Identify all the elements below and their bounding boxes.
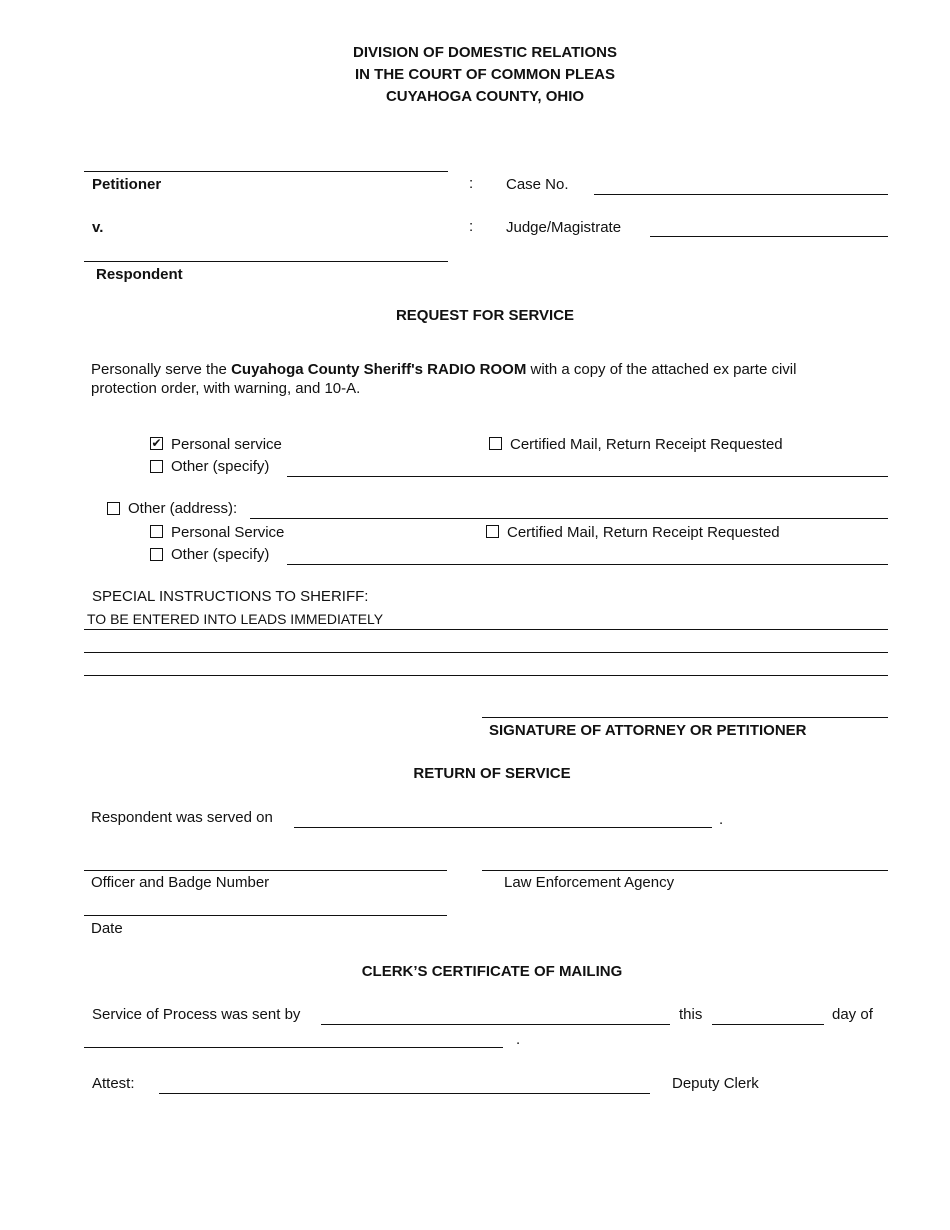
- petitioner-label: Petitioner: [92, 176, 162, 193]
- petitioner-name-field[interactable]: [84, 171, 448, 172]
- judge-magistrate-label: Judge/Magistrate: [506, 219, 622, 236]
- special-instructions-line-3[interactable]: [84, 675, 888, 676]
- other-specify-label: Other (specify): [171, 458, 270, 475]
- certified-mail-checkbox[interactable]: [489, 437, 502, 450]
- caption-colon: :: [469, 218, 474, 235]
- other-specify-checkbox[interactable]: [150, 460, 163, 473]
- day-field[interactable]: [712, 1024, 824, 1025]
- other-specify-field[interactable]: [287, 476, 888, 477]
- sent-by-label: Service of Process was sent by: [92, 1006, 301, 1023]
- signature-field[interactable]: [482, 717, 888, 718]
- court-county: CUYAHOGA COUNTY, OHIO: [385, 88, 585, 105]
- service-instruction-line2: protection order, with warning, and 10-A.: [91, 380, 361, 397]
- certified-mail-label: Certified Mail, Return Receipt Requested: [510, 436, 783, 453]
- sheriff-radio-room: Cuyahoga County Sheriff's RADIO ROOM: [231, 361, 527, 378]
- court-division-title: DIVISION OF DOMESTIC RELATIONS: [353, 44, 617, 61]
- personal-service-label: Personal service: [171, 436, 282, 453]
- caption-colon: :: [469, 175, 474, 192]
- special-instructions-value: TO BE ENTERED INTO LEADS IMMEDIATELY: [87, 611, 384, 627]
- clerk-certificate-title: CLERK’S CERTIFICATE OF MAILING: [361, 963, 623, 980]
- service-instruction-prefix: Personally serve the: [91, 361, 232, 378]
- court-name: IN THE COURT OF COMMON PLEAS: [355, 66, 615, 83]
- return-of-service-title: RETURN OF SERVICE: [413, 765, 571, 782]
- service-date-label: Date: [91, 920, 123, 937]
- alt-certified-mail-label: Certified Mail, Return Receipt Requested: [507, 524, 780, 541]
- alt-other-specify-label: Other (specify): [171, 546, 270, 563]
- other-address-checkbox[interactable]: [107, 502, 120, 515]
- attest-signature-field[interactable]: [159, 1093, 650, 1094]
- mailing-period: .: [516, 1031, 521, 1048]
- respondent-name-field[interactable]: [84, 261, 448, 262]
- special-instructions-line-1[interactable]: [84, 629, 888, 630]
- service-instruction: [91, 361, 796, 378]
- sent-by-field[interactable]: [321, 1024, 670, 1025]
- case-no-label: Case No.: [506, 176, 569, 193]
- service-date-field[interactable]: [84, 915, 447, 916]
- this-label: this: [679, 1006, 703, 1023]
- alt-other-specify-checkbox[interactable]: [150, 548, 163, 561]
- deputy-clerk-label: Deputy Clerk: [672, 1075, 759, 1092]
- respondent-label: Respondent: [96, 266, 183, 283]
- day-of-label: day of: [832, 1006, 873, 1023]
- alt-certified-mail-checkbox[interactable]: [486, 525, 499, 538]
- served-on-label: Respondent was served on: [91, 809, 273, 826]
- served-on-date-field[interactable]: [294, 827, 712, 828]
- attest-label: Attest:: [92, 1075, 135, 1092]
- alt-other-specify-field[interactable]: [287, 564, 888, 565]
- officer-badge-label: Officer and Badge Number: [91, 874, 270, 891]
- other-address-field[interactable]: [250, 518, 888, 519]
- case-no-field[interactable]: [594, 194, 888, 195]
- signature-label: SIGNATURE OF ATTORNEY OR PETITIONER: [489, 722, 807, 739]
- law-enforcement-agency-field[interactable]: [482, 870, 888, 871]
- alt-personal-service-label: Personal Service: [171, 524, 285, 541]
- law-enforcement-agency-label: Law Enforcement Agency: [504, 874, 675, 891]
- service-instruction-suffix: with a copy of the attached ex parte civil: [526, 361, 797, 378]
- judge-magistrate-field[interactable]: [650, 236, 888, 237]
- special-instructions-line-2[interactable]: [84, 652, 888, 653]
- officer-badge-field[interactable]: [84, 870, 447, 871]
- alt-personal-service-checkbox[interactable]: [150, 525, 163, 538]
- request-for-service-title: REQUEST FOR SERVICE: [395, 307, 575, 324]
- versus-label: v.: [92, 219, 104, 236]
- special-instructions-label: SPECIAL INSTRUCTIONS TO SHERIFF:: [92, 588, 369, 605]
- month-year-field[interactable]: [84, 1047, 503, 1048]
- other-address-label: Other (address):: [128, 500, 238, 517]
- served-on-period: .: [719, 811, 724, 828]
- check-mark-icon: ✔: [151, 436, 162, 450]
- personal-service-checkbox[interactable]: [150, 437, 163, 450]
